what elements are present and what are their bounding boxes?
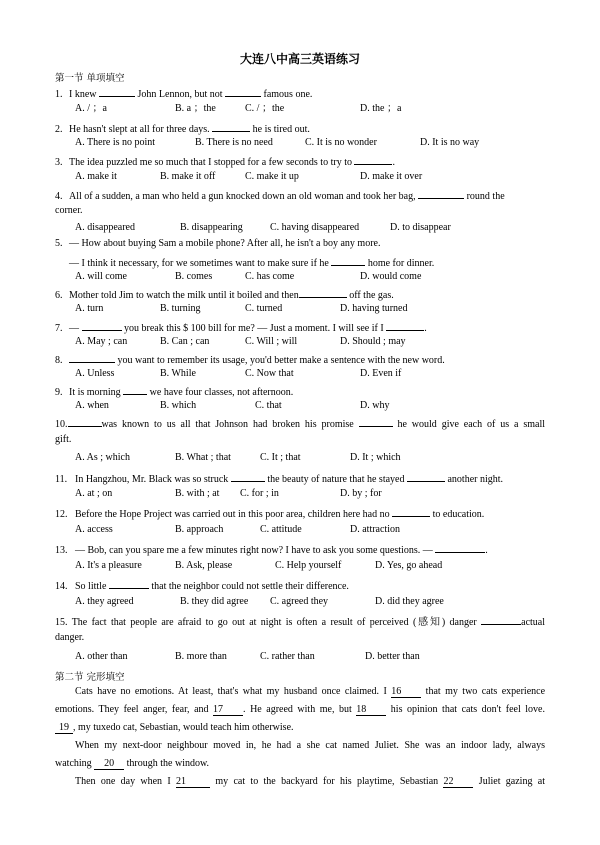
option-b[interactable]: B. Ask, please: [175, 560, 233, 571]
option-b[interactable]: B. comes: [175, 271, 213, 282]
option-b[interactable]: B. While: [160, 368, 196, 379]
option-b[interactable]: B. What ; that: [175, 452, 231, 463]
question-text: The fact that people are afraid to go out at night is often a result of perceived (感知) danger: [71, 617, 482, 628]
question-text: he would give each of us a small: [392, 419, 546, 430]
passage-text: Cats have no emotions. At least, that's what my husband once claimed. I: [75, 686, 392, 697]
option-d[interactable]: D. to disappear: [390, 222, 451, 233]
answer-blank[interactable]: [212, 121, 250, 132]
question-text: In Hangzhou, Mr. Black was so struck: [75, 474, 231, 485]
question-text: John Lennon, but not: [135, 89, 225, 100]
question-15: [55, 614, 545, 629]
question-text: you want to remember its usage, you'd better make a sentence with the new word.: [115, 355, 445, 366]
option-b[interactable]: B. a ；the: [175, 103, 216, 114]
option-d[interactable]: D. attraction: [350, 524, 400, 535]
answer-blank[interactable]: [68, 416, 102, 427]
question-text: he is tired out.: [250, 124, 310, 135]
option-a[interactable]: A. other than: [75, 651, 128, 662]
option-b[interactable]: B. make it off: [160, 171, 216, 182]
cloze-line-6: [75, 776, 545, 788]
option-c[interactable]: C. has come: [245, 271, 295, 282]
question-number: 8.: [55, 355, 63, 366]
cloze-blank-20[interactable]: 20: [94, 758, 124, 770]
answer-blank[interactable]: [225, 86, 261, 97]
option-d[interactable]: D. Even if: [360, 368, 402, 379]
cloze-blank-19[interactable]: 19: [55, 722, 73, 734]
option-a[interactable]: A. access: [75, 524, 113, 535]
option-b[interactable]: B. they did agree: [180, 596, 249, 607]
question-number: 14.: [55, 581, 68, 592]
question-7: [55, 320, 545, 335]
question-15-continued: danger.: [55, 632, 85, 643]
question-5: [55, 238, 545, 250]
question-text: — Bob, can you spare me a few minutes right now? I have to ask you some questions. —: [75, 545, 436, 556]
answer-blank[interactable]: [69, 352, 115, 363]
answer-blank[interactable]: [481, 614, 521, 625]
question-text: another night.: [444, 474, 504, 485]
option-c[interactable]: C. agreed they: [270, 596, 329, 607]
option-c[interactable]: C. rather than: [260, 651, 315, 662]
question-number: 3.: [55, 157, 63, 168]
question-4-continued: corner.: [55, 205, 83, 216]
answer-blank[interactable]: [331, 255, 365, 266]
page-title: 大连八中高三英语练习: [239, 52, 360, 66]
option-d[interactable]: D. make it over: [360, 171, 423, 182]
question-text: I knew: [69, 89, 99, 100]
question-text: The idea puzzled me so much that I stopped for a few seconds to try to: [69, 157, 355, 168]
answer-blank[interactable]: [359, 416, 393, 427]
option-c[interactable]: C. / ；the: [245, 103, 285, 114]
option-d[interactable]: D. the ；a: [360, 103, 402, 114]
question-9: [55, 384, 545, 399]
passage-text: my cat to the backyard for his playtime, Sebastian: [210, 776, 444, 787]
question-1: [55, 86, 545, 101]
answer-blank[interactable]: [435, 542, 485, 553]
question-text: .: [392, 157, 395, 168]
option-d[interactable]: D. It ; which: [350, 452, 401, 463]
option-b[interactable]: B. disappearing: [180, 222, 243, 233]
option-a[interactable]: A. It's a pleasure: [75, 560, 142, 571]
option-b[interactable]: B. Can ; can: [160, 336, 210, 347]
option-a[interactable]: A. May ; can: [75, 336, 128, 347]
question-text: .: [485, 545, 488, 556]
question-text: you break this $ 100 bill for me? — Just a moment. I will see if I: [121, 323, 387, 334]
question-text: that the neighbor could not settle their difference.: [148, 581, 349, 592]
question-text: — I think it necessary, for we sometimes want to make sure if he: [69, 258, 332, 269]
question-number: 15.: [55, 617, 68, 628]
question-text: He hasn't slept at all for three days.: [69, 124, 213, 135]
passage-text: Juliet gazing at: [473, 776, 545, 787]
passage-text: . He agreed with me, but: [243, 704, 357, 715]
question-text: was known to us all that Johnson had broken his promise: [101, 419, 359, 430]
option-c[interactable]: C. for ; in: [240, 488, 279, 499]
option-c[interactable]: C. Now that: [245, 368, 294, 379]
cloze-line-2: [55, 704, 545, 716]
question-2: [55, 121, 545, 136]
option-d[interactable]: D. having turned: [340, 303, 408, 314]
option-c[interactable]: C. Help yourself: [275, 560, 342, 571]
answer-blank[interactable]: [99, 86, 135, 97]
question-text: we have four classes, not afternoon.: [147, 387, 294, 398]
question-text: All of a sudden, a man who held a gun knocked down an old woman and took her bag,: [69, 191, 419, 202]
question-8: [55, 352, 545, 367]
answer-blank[interactable]: [82, 320, 122, 331]
option-c[interactable]: C. that: [255, 400, 282, 411]
question-number: 5.: [55, 238, 63, 249]
cloze-line-4: When my next-door neighbour moved in, he had a she cat named Juliet. She was an indoor lady, always: [75, 740, 545, 751]
cloze-blank-22[interactable]: 22: [443, 776, 473, 788]
question-5-reply: [69, 255, 559, 270]
option-d[interactable]: D. why: [360, 400, 390, 411]
passage-text: watching: [55, 758, 95, 769]
question-10: [55, 416, 545, 431]
option-b[interactable]: B. more than: [175, 651, 227, 662]
question-number: 12.: [55, 509, 68, 520]
answer-blank[interactable]: [299, 287, 347, 298]
question-number: 11.: [55, 474, 68, 485]
answer-blank[interactable]: [407, 471, 445, 482]
option-d[interactable]: D. better than: [365, 651, 420, 662]
question-3: [55, 154, 545, 169]
cloze-line-1: [75, 686, 545, 698]
question-number: 9.: [55, 387, 63, 398]
question-text: Before the Hope Project was carried out in this poor area, children here had no: [75, 509, 393, 520]
question-text: the beauty of nature that he stayed: [264, 474, 407, 485]
question-number: 4.: [55, 191, 63, 202]
passage-text: that my two cats experience: [421, 686, 546, 697]
question-number: 6.: [55, 290, 63, 301]
cloze-blank-21[interactable]: 21: [176, 776, 210, 788]
answer-blank[interactable]: [386, 320, 424, 331]
cloze-line-5: [55, 758, 545, 770]
option-d[interactable]: D. did they agree: [375, 596, 444, 607]
passage-text: through the window.: [124, 758, 210, 769]
option-c[interactable]: C. turned: [245, 303, 283, 314]
question-text: .: [424, 323, 427, 334]
option-a[interactable]: A. at ; on: [75, 488, 113, 499]
question-text: famous one.: [261, 89, 313, 100]
passage-text: emotions. They feel anger, fear, and: [55, 704, 214, 715]
question-number: 7.: [55, 323, 63, 334]
option-b[interactable]: B. with ; at: [175, 488, 220, 499]
option-c[interactable]: C. It ; that: [260, 452, 301, 463]
answer-blank[interactable]: [354, 154, 392, 165]
option-a[interactable]: A. As ; which: [75, 452, 130, 463]
option-a[interactable]: A. will come: [75, 271, 127, 282]
question-13: [55, 542, 545, 557]
option-d[interactable]: D. It is no way: [420, 137, 480, 148]
question-11: [55, 471, 545, 486]
answer-blank[interactable]: [123, 384, 147, 395]
question-10-continued: gift.: [55, 434, 72, 445]
question-text: home for dinner.: [365, 258, 435, 269]
question-4: [55, 188, 545, 203]
option-c[interactable]: C. make it up: [245, 171, 299, 182]
question-number: 13.: [55, 545, 68, 556]
option-b[interactable]: B. turning: [160, 303, 201, 314]
option-a[interactable]: A. There is no point: [75, 137, 156, 148]
question-number: 2.: [55, 124, 63, 135]
question-number: 1.: [55, 89, 63, 100]
option-a[interactable]: A. Unless: [75, 368, 115, 379]
option-c[interactable]: C. It is no wonder: [305, 137, 377, 148]
option-a[interactable]: A. disappeared: [75, 222, 135, 233]
question-14: [55, 578, 545, 593]
passage-text: , my tuxedo cat, Sebastian, would teach him otherwise.: [73, 722, 294, 733]
option-c[interactable]: C. attitude: [260, 524, 302, 535]
question-text: — How about buying Sam a mobile phone? After all, he isn't a boy any more.: [69, 238, 381, 249]
cloze-blank-16[interactable]: 16: [391, 686, 421, 698]
passage-text: Then one day when I: [75, 776, 177, 787]
question-12: [55, 506, 545, 521]
option-a[interactable]: A. / ；a: [75, 103, 107, 114]
answer-blank[interactable]: [418, 188, 464, 199]
option-a[interactable]: A. turn: [75, 303, 104, 314]
question-text: Mother told Jim to watch the milk until it boiled and then: [69, 290, 299, 301]
answer-blank[interactable]: [231, 471, 265, 482]
answer-blank[interactable]: [109, 578, 149, 589]
question-text: It is morning: [69, 387, 124, 398]
cloze-line-3: [55, 722, 545, 734]
option-b[interactable]: B. approach: [175, 524, 224, 535]
option-d[interactable]: D. Should ; may: [340, 336, 406, 347]
cloze-blank-17[interactable]: 17: [213, 704, 243, 716]
option-c[interactable]: C. Will ; will: [245, 336, 298, 347]
option-d[interactable]: D. would come: [360, 271, 422, 282]
passage-text: his opinion that cats don't feel love.: [386, 704, 545, 715]
option-a[interactable]: A. they agreed: [75, 596, 134, 607]
question-text: off the gas.: [346, 290, 394, 301]
question-text: to education.: [430, 509, 485, 520]
section-heading-1: 第一节 单项填空: [55, 73, 125, 84]
option-b[interactable]: B. which: [160, 400, 197, 411]
option-b[interactable]: B. There is no need: [195, 137, 273, 148]
section-heading-2: 第二节 完形填空: [55, 672, 125, 683]
question-text: So little: [75, 581, 109, 592]
cloze-blank-18[interactable]: 18: [356, 704, 386, 716]
question-text: round the: [464, 191, 505, 202]
question-6: [55, 287, 545, 302]
option-d[interactable]: D. by ; for: [340, 488, 382, 499]
option-d[interactable]: D. Yes, go ahead: [375, 560, 443, 571]
question-text: actual: [521, 617, 545, 628]
option-a[interactable]: A. when: [75, 400, 109, 411]
answer-blank[interactable]: [392, 506, 430, 517]
question-number: 10.: [55, 419, 68, 430]
option-a[interactable]: A. make it: [75, 171, 117, 182]
option-c[interactable]: C. having disappeared: [270, 222, 360, 233]
question-text: —: [69, 323, 82, 334]
